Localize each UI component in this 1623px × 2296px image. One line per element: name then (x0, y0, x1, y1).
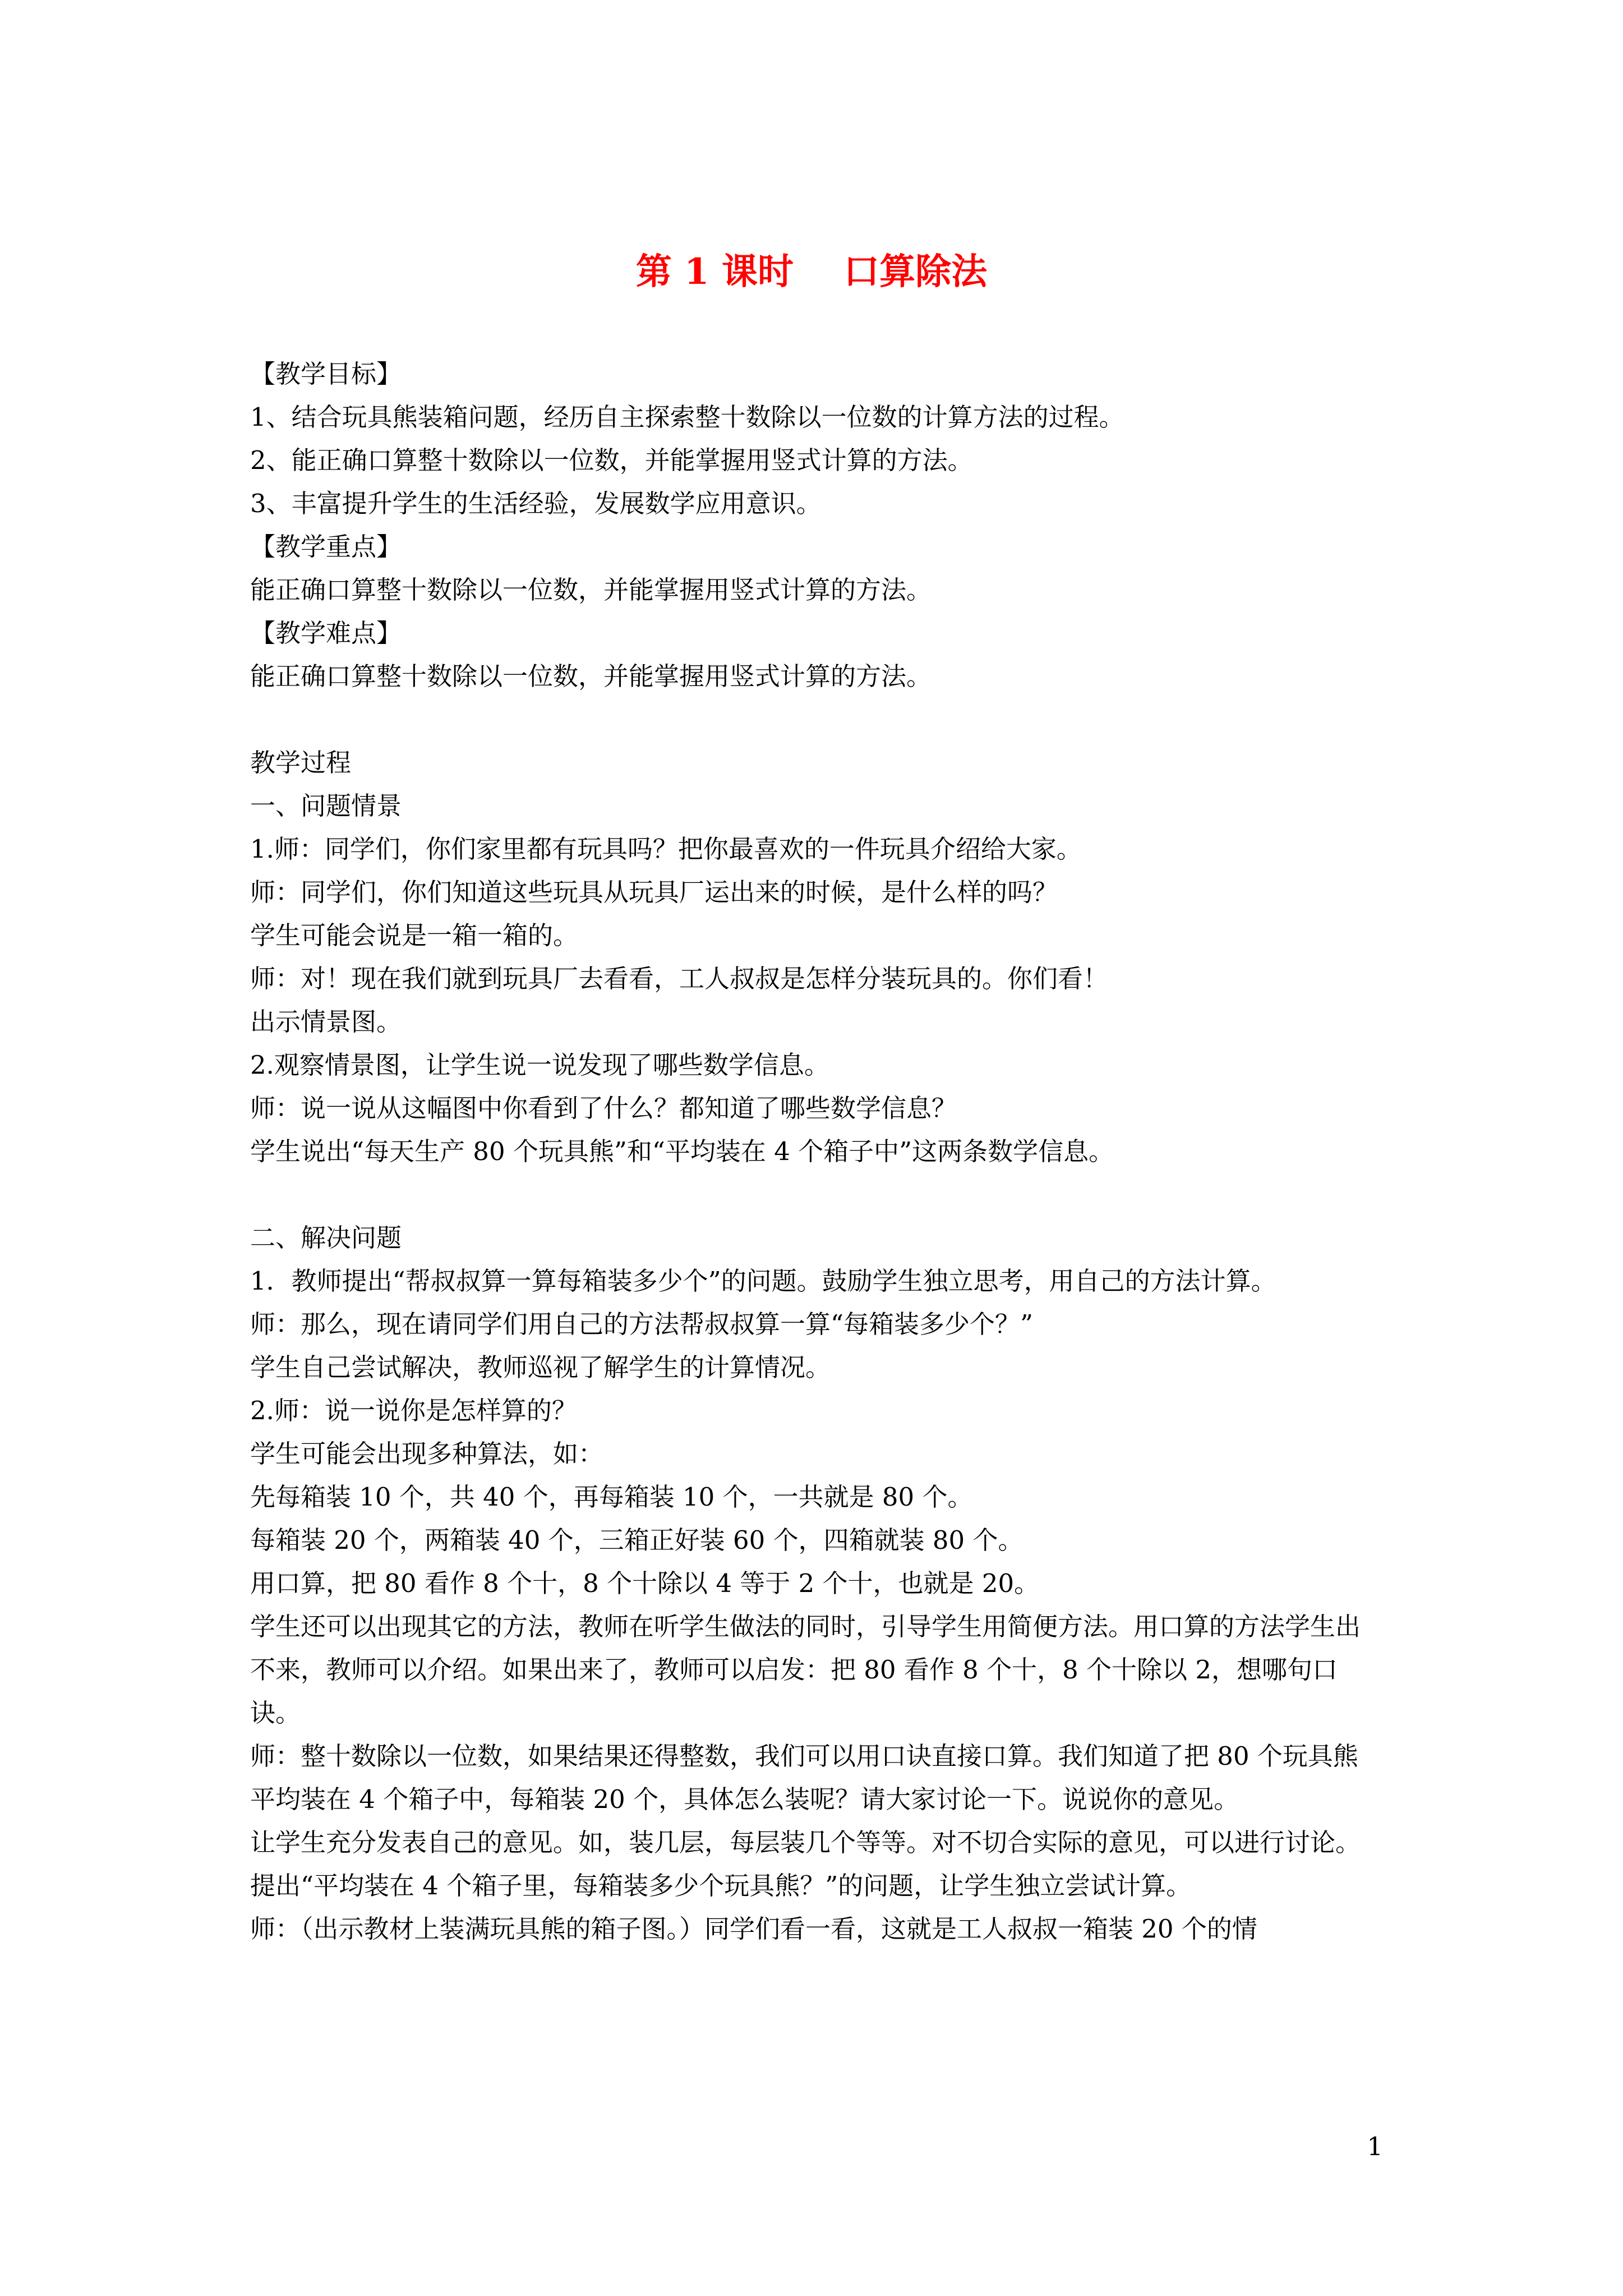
section2-paragraph: 先每箱装 10 个，共 40 个，再每箱装 10 个，一共就是 80 个。 (250, 1482, 973, 1512)
section2-paragraph: 师：（出示教材上装满玩具熊的箱子图。）同学们看一看，这就是工人叔叔一箱装 20 个的情 (250, 1914, 1257, 1944)
section2-paragraph: 1．教师提出“帮叔叔算一算每箱装多少个”的问题。鼓励学生独立思考，用自己的方法计算。 (250, 1266, 1276, 1296)
section2-paragraph: 学生自己尝试解决，教师巡视了解学生的计算情况。 (250, 1352, 831, 1382)
section2-paragraph: 学生可能会出现多种算法，如： (250, 1439, 604, 1469)
page-title: 第 1 课时 口算除法 (635, 251, 988, 293)
section1-line: 师：说一说从这幅图中你看到了什么？都知道了哪些数学信息？ (250, 1093, 957, 1123)
objective-item: 3、丰富提升学生的生活经验，发展数学应用意识。 (250, 489, 822, 518)
difficulty-heading: 【教学难点】 (250, 618, 402, 648)
section1-line: 师：同学们，你们知道这些玩具从玩具厂运出来的时候，是什么样的吗？ (250, 877, 1058, 907)
key-points-heading: 【教学重点】 (250, 532, 402, 562)
difficulty-text: 能正确口算整十数除以一位数，并能掌握用竖式计算的方法。 (250, 661, 932, 691)
section1-line: 出示情景图。 (250, 1007, 402, 1037)
section2-paragraph: 提出“平均装在 4 个箱子里，每箱装多少个玩具熊？”的问题，让学生独立尝试计算。 (250, 1871, 1192, 1901)
section2-paragraph: 让学生充分发表自己的意见。如，装几层，每层装几个等等。对不切合实际的意见，可以进行讨论。 (250, 1828, 1361, 1857)
section2-paragraph: 师：那么，现在请同学们用自己的方法帮叔叔算一算“每箱装多少个？” (250, 1309, 1034, 1339)
section2-paragraph: 师：整十数除以一位数，如果结果还得整数，我们可以用口诀直接口算。我们知道了把 80 个玩具熊平均装在 4 个箱子中，每箱装 20 个，具体怎么装呢？请大家讨论一下。说说你的意见。 (250, 1741, 1358, 1814)
key-points-text: 能正确口算整十数除以一位数，并能掌握用竖式计算的方法。 (250, 575, 932, 605)
section2-paragraph: 用口算，把 80 看作 8 个十，8 个十除以 4 等于 2 个十，也就是 20。 (250, 1568, 1040, 1598)
process-heading: 教学过程 (250, 748, 352, 777)
objective-item: 2、能正确口算整十数除以一位数，并能掌握用竖式计算的方法。 (250, 445, 973, 475)
section1-line: 学生可能会说是一箱一箱的。 (250, 921, 579, 950)
section-heading: 一、问题情景 (250, 791, 402, 821)
objectives-heading: 【教学目标】 (250, 359, 402, 389)
section1-line: 学生说出“每天生产 80 个玩具熊”和“平均装在 4 个箱子中”这两条数学信息。 (250, 1137, 1114, 1166)
objective-item: 1、结合玩具熊装箱问题，经历自主探索整十数除以一位数的计算方法的过程。 (250, 402, 1124, 432)
section2-paragraph: 2.师：说一说你是怎样算的？ (250, 1396, 577, 1425)
section-heading: 二、解决问题 (250, 1223, 402, 1253)
section1-line: 师：对！现在我们就到玩具厂去看看，工人叔叔是怎样分装玩具的。你们看！ (250, 964, 1109, 993)
section2-paragraph: 每箱装 20 个，两箱装 40 个，三箱正好装 60 个，四箱就装 80 个。 (250, 1525, 1023, 1555)
lesson-body (250, 352, 1383, 1950)
section1-line: 2.观察情景图，让学生说一说发现了哪些数学信息。 (250, 1050, 829, 1080)
section2-paragraph: 学生还可以出现其它的方法，教师在听学生做法的同时，引导学生用简便方法。用口算的方法学生出不来，教师可以介绍。如果出来了，教师可以启发：把 80 看作 8 个十，8 个十除以 2，想哪句口诀。 (250, 1612, 1361, 1728)
spacer (250, 1173, 1383, 1216)
page-number: 1 (1367, 2132, 1383, 2161)
spacer (250, 698, 1383, 741)
section1-line: 1.师：同学们，你们家里都有玩具吗？把你最喜欢的一件玩具介绍给大家。 (250, 834, 1082, 864)
